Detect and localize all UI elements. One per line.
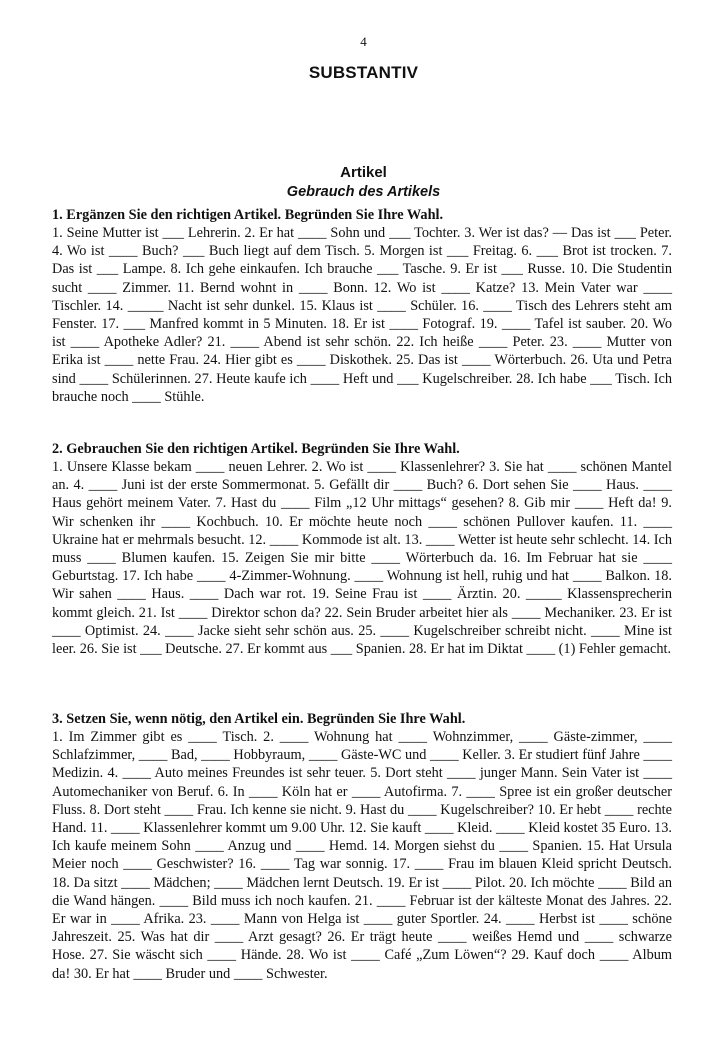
- main-heading: SUBSTANTIV: [308, 63, 419, 82]
- exercise-body: 1. Unsere Klasse bekam ____ neuen Lehrer. 2. Wo ist ____ Klassenlehrer? 3. Sie hat ____ schönen Mantel an. 4. ____ Juni ist der erste Sommermonat. 5. Gefällt dir ____ Buch? 6. Dort sehen Sie ____ Haus. ____ Haus gehört meinem Vater. 7. Hast du ____ Film „12 Uhr mittags“ gesehen? 8. Gib mir ____ Heft da! 9. Wir schenken ihr ____ Kochbuch. 10. Er möchte heute noch ____ schönen Pullover kaufen. 11. ____ Ukraine hat er mehrmals besucht. 12. ____ Kommode ist alt. 13. ____ Wetter ist heute sehr schlecht. 14. Ich muss ____ Blumen kaufen. 15. Zeigen Sie mir bitte ____ Wörterbuch da. 16. Im Februar hat sie ____ Geburtstag. 17. Ich habe ____ 4-Zimmer-Wohnung. ____ Wohnung ist hell, ruhig und hat ____ Balkon. 18. Wir sahen ____ Haus. ____ Dach war rot. 19. Seine Frau ist ____ Ärztin. 20. _____ Klassensprecherin kommt gleich. 21. Ist ____ Direktor schon da? 22. Sein Bruder arbeitet hier als ____ Mechaniker. 23. Er ist ____ Optimist. 24. ____ Jacke sieht sehr schön aus. 25. ____ Kugelschreiber schreibt nicht. ____ Mine ist leer. 26. Sie ist ___ Deutsche. 27. Er kommt aus ___ Spanien. 28. Er hat im Diktat ____ (1) Fehler gemacht.: [52, 459, 672, 658]
- exercise-3: [52, 710, 672, 983]
- exercise-heading: 3. Setzen Sie, wenn nötig, den Artikel ein. Begründen Sie Ihre Wahl.: [52, 711, 466, 727]
- exercise-heading: 2. Gebrauchen Sie den richtigen Artikel. Begründen Sie Ihre Wahl.: [52, 441, 460, 457]
- exercise-body: 1. Seine Mutter ist ___ Lehrerin. 2. Er hat ____ Sohn und ___ Tochter. 3. Wer ist das? — Das ist ___ Peter. 4. Wo ist ____ Buch? ___ Buch liegt auf dem Tisch. 5. Morgen ist ___ Freitag. 6. ___ Brot ist trocken. 7. Das ist ___ Lampe. 8. Ich gehe einkaufen. Ich brauche ___ Tasche. 9. Er ist ___ Russe. 10. Die Studentin sucht ____ Zimmer. 11. Bernd wohnt in ____ Bonn. 12. Wo ist ____ Katze? 13. Mein Vater war ____ Tischler. 14. _____ Nacht ist sehr dunkel. 15. Klaus ist ____ Schüler. 16. ____ Tisch des Lehrers steht am Fenster. 17. ___ Manfred kommt in 5 Minuten. 18. Er ist ____ Fotograf. 19. ____ Tafel ist sauber. 20. Wo ist ____ Apotheke Adler? 21. ____ Abend ist sehr schön. 22. Ich heiße ____ Peter. 23. ____ Mutter von Erika ist ____ nette Frau. 24. Hier gibt es ____ Diskothek. 25. Das ist ____ Wörterbuch. 26. Uta und Petra sind ____ Schülerinnen. 27. Heute kaufe ich ____ Heft und ___ Kugelschreiber. 28. Ich habe ___ Tisch. Ich brauche noch ____ Stühle.: [52, 225, 672, 405]
- page-number: 4: [360, 34, 367, 49]
- section-subtitle: Gebrauch des Artikels: [286, 184, 441, 200]
- section-title: Artikel: [340, 164, 387, 181]
- exercise-1: [52, 206, 672, 406]
- exercise-heading: 1. Ergänzen Sie den richtigen Artikel. Begründen Sie Ihre Wahl.: [52, 207, 444, 223]
- exercise-2: [52, 440, 672, 658]
- exercise-body: 1. Im Zimmer gibt es ____ Tisch. 2. ____ Wohnung hat ____ Wohnzimmer, ____ Gäste-zimmer, ____ Schlafzimmer, ____ Bad, ____ Hobbyraum, ____ Gäste-WC und ____ Keller. 3. Er studiert fünf Jahre ____ Medizin. 4. ____ Auto meines Freundes ist sehr teuer. 5. Dort steht ____ junger Mann. Sein Vater ist ____ Automechaniker von Beruf. 6. In ____ Köln hat er ____ Autofirma. 7. ____ Spree ist ein großer deutscher Fluss. 8. Dort steht ____ Frau. Ich kenne sie nicht. 9. Hast du ____ Kugelschreiber? 10. Er hebt ____ rechte Hand. 11. ____ Klassenlehrer kommt um 9.00 Uhr. 12. Sie kauft ____ Kleid. ____ Kleid kostet 35 Euro. 13. Ich kaufe meinem Sohn ____ Anzug und ____ Hemd. 14. Morgen siehst du ____ Spanien. 15. Hat Ursula Meier noch ____ Geschwister? 16. ____ Tag war sonnig. 17. ____ Frau im blauen Kleid spricht Deutsch. 18. Da sitzt ____ Mädchen; ____ Mädchen lernt Deutsch. 19. Er ist ____ Pilot. 20. Ich möchte ____ Bild an die Wand hängen. ____ Bild muss ich noch kaufen. 21. ____ Februar ist der kälteste Monat des Jahres. 22. Er war in ____ Afrika. 23. ____ Mann von Helga ist ____ guter Sportler. 24. ____ Herbst ist ____ schöne Jahreszeit. 25. Was hat dir ____ Arzt gesagt? 26. Er trägt heute ____ weißes Hemd und ____ schwarze Hose. 27. Sie wäscht sich ____ Hände. 28. Wo ist ____ Café „Zum Löwen“? 29. Kauf doch ____ Album da! 30. Er hat ____ Bruder und ____ Schwester.: [52, 729, 672, 982]
